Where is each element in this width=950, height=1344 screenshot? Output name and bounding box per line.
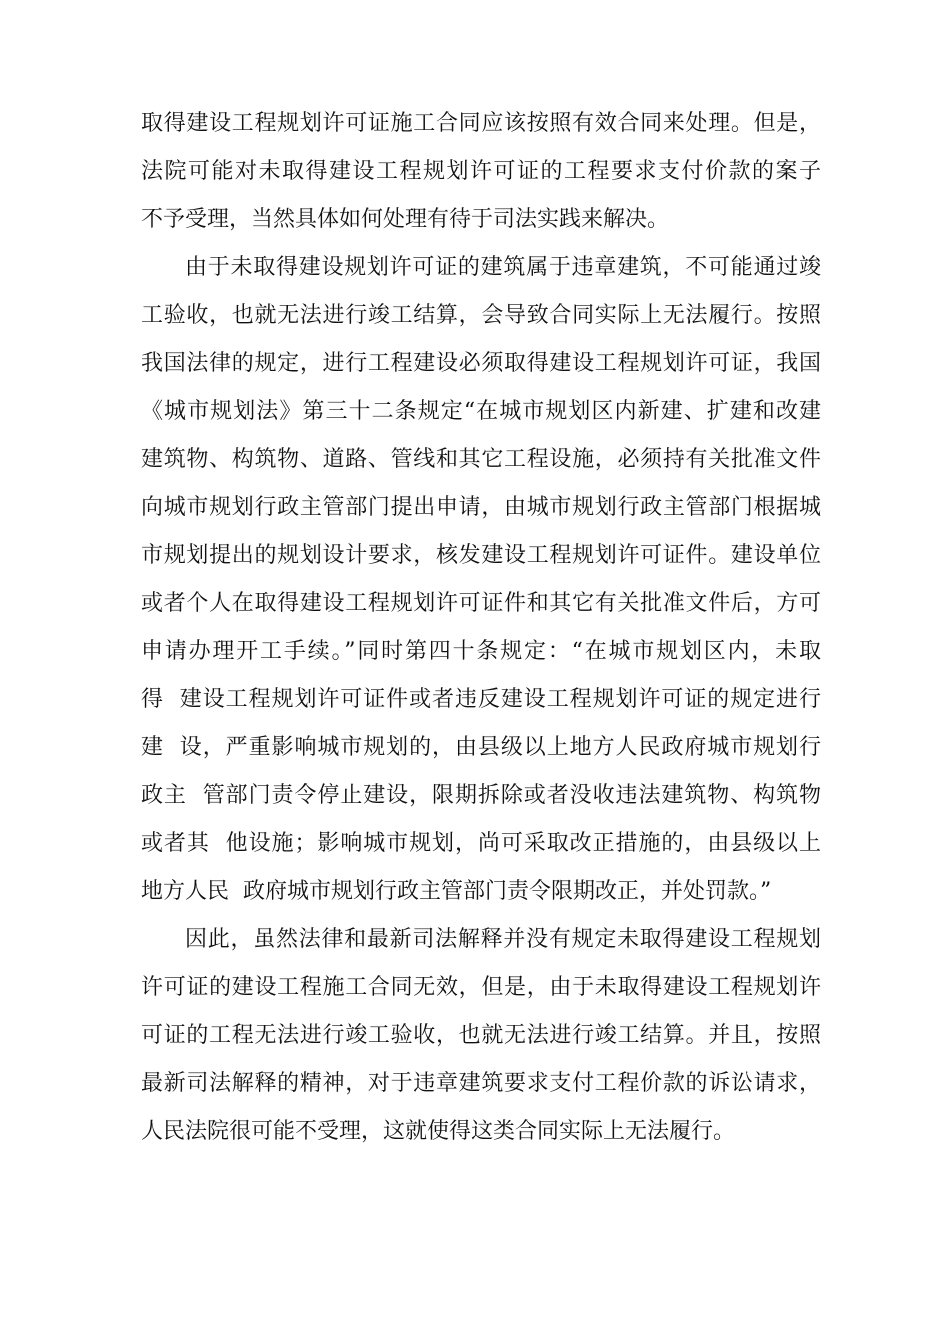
- text-line: 建筑物、构筑物、道路、管线和其它工程设施，必须持有关批准文件: [141, 447, 821, 472]
- text-line: 取得建设工程规划许可证施工合同应该按照有效合同来处理。但是，: [141, 111, 821, 136]
- paragraph: [141, 244, 821, 916]
- text-line: 市规划提出的规划设计要求，核发建设工程规划许可证件。建设单位: [141, 543, 821, 568]
- text-line: 最新司法解释的精神，对于违章建筑要求支付工程价款的诉讼请求，: [141, 1071, 821, 1096]
- text-line: 不予受理，当然具体如何处理有待于司法实践来解决。: [141, 207, 670, 232]
- document-body: [141, 100, 821, 1156]
- text-line: 我国法律的规定，进行工程建设必须取得建设工程规划许可证，我国: [141, 351, 821, 376]
- text-line: 向城市规划行政主管部门提出申请，由城市规划行政主管部门根据城: [141, 495, 821, 520]
- text-line: 地方人民 政府城市规划行政主管部门责令限期改正，并处罚款。”: [141, 879, 772, 904]
- text-line: 工验收，也就无法进行竣工结算，会导致合同实际上无法履行。按照: [141, 303, 821, 328]
- text-line: 由于未取得建设规划许可证的建筑属于违章建筑，不可能通过竣: [185, 255, 821, 280]
- text-line: 人民法院很可能不受理，这就使得这类合同实际上无法履行。: [141, 1119, 736, 1144]
- text-line: 建 设，严重影响城市规划的，由县级以上地方人民政府城市规划行: [141, 735, 821, 760]
- text-line: 《城市规划法》第三十二条规定“在城市规划区内新建、扩建和改建: [141, 399, 821, 424]
- paragraph: [141, 916, 821, 1156]
- text-line: 或者其 他设施；影响城市规划，尚可采取改正措施的，由县级以上: [141, 831, 821, 856]
- text-line: 可证的工程无法进行竣工验收，也就无法进行竣工结算。并且，按照: [141, 1023, 821, 1048]
- text-line: 申请办理开工手续。”同时第四十条规定：“在城市规划区内，未取: [141, 639, 821, 664]
- paragraph: [141, 100, 821, 244]
- text-line: 或者个人在取得建设工程规划许可证件和其它有关批准文件后，方可: [141, 591, 821, 616]
- text-line: 许可证的建设工程施工合同无效，但是，由于未取得建设工程规划许: [141, 975, 821, 1000]
- text-line: 政主 管部门责令停止建设，限期拆除或者没收违法建筑物、构筑物: [141, 783, 821, 808]
- text-line: 法院可能对未取得建设工程规划许可证的工程要求支付价款的案子: [141, 159, 821, 184]
- text-line: 因此，虽然法律和最新司法解释并没有规定未取得建设工程规划: [185, 927, 821, 952]
- text-line: 得 建设工程规划许可证件或者违反建设工程规划许可证的规定进行: [141, 687, 821, 712]
